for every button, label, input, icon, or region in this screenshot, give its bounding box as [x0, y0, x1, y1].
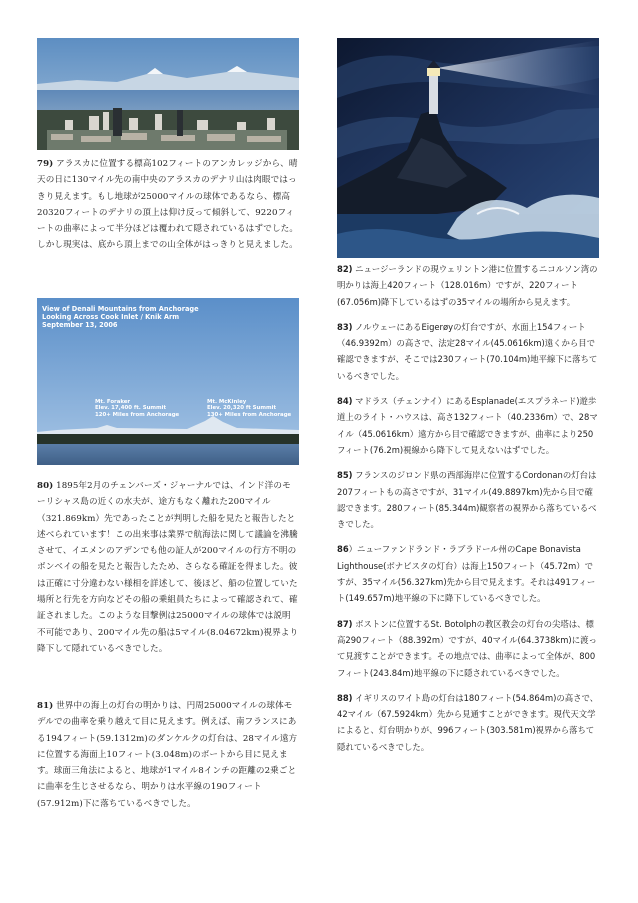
- left-column: [37, 38, 299, 809]
- paragraph-text: ）ニューファンドランド・ラブラドール州のCape Bonavista Lighthouse(ボナビスタの灯台）は海上150フィート（45.72m）ですが、35マイル(56.327km)先から目で見えます。それは491フィート(149.657m)地平線の下に降下しているべきでした。: [337, 544, 596, 604]
- paragraph-number: 79): [37, 159, 54, 169]
- paragraph-79: [37, 156, 299, 254]
- paragraph-84: [337, 393, 600, 458]
- denali-annotated-photo: [37, 298, 299, 465]
- paragraph-81: [37, 698, 299, 812]
- mckinley-label: [207, 399, 291, 418]
- anchorage-skyline-photo: [37, 38, 299, 150]
- foraker-label: [95, 399, 179, 418]
- paragraph-number: 86: [337, 544, 349, 555]
- paragraph-80: [37, 478, 299, 657]
- foraker-label-line: Mt. Foraker: [95, 399, 131, 405]
- paragraph-text: ノルウェーにあるEigerøyの灯台ですが、水面上154フィート（46.9392m）の高さで、法定28マイル(45.0616km)遠くから目で確認できますが、そこでは230フィート(70.104m)地平線下に落ちているべきでした。: [337, 321, 598, 381]
- paragraph-number: 82): [337, 264, 353, 274]
- right-text-block: [337, 261, 600, 764]
- paragraph-83: [337, 319, 600, 384]
- paragraph-text: マドラス（チェンナイ）にあるEsplanade(エスプラネード)遊歩道上のライト・ハウスは、高さ132フィート（40.2336m）で、28マイル（45.0616km）遠方から目で確認できますが、曲率により250フィート(76.2m)視線から降下して見えないはずでした。: [337, 396, 598, 455]
- paragraph-number: 87): [337, 618, 353, 629]
- denali-title-line: View of Denali Mountains from Anchorage: [42, 305, 199, 313]
- mckinley-label-line: Elev. 20,320 ft Summit: [207, 405, 277, 412]
- paragraph-87: [337, 616, 600, 681]
- paragraph-text: フランスのジロンド県の西部海岸に位置するCordonanの灯台は207フィートもの高さですが、31マイル(49.8897km)先から目で確認できます。280フィート(85.344m)観察者の視界から落ちているべきでした。: [337, 470, 597, 530]
- lighthouse-painting-image: [337, 38, 599, 258]
- mckinley-label-line: 130+ Miles from Anchorage: [207, 411, 292, 418]
- lighthouse-painting: [337, 38, 599, 258]
- paragraph-text: 世界中の海上の灯台の明かりは、円周25000マイルの球体モデルでの曲率を乗り越えて目に見えます。例えば、南フランスにある194フィート(59.1312m)のダンケルクの灯台は、28マイル遠方に位置する海面上10フィート(3.048m)のボートから目に見えます。球面三角法によると、地球が1マイル8インチの距離の2乗ごとに曲率を生じさせるなら、明かりは水平線の190フィート(57.912m)下に落ちているべきでした。: [37, 701, 298, 809]
- mckinley-label-line: Mt. McKinley: [207, 399, 247, 405]
- anchorage-skyline-image: [37, 38, 299, 150]
- paragraph-number: 81): [37, 701, 54, 711]
- paragraph-82: [337, 261, 600, 310]
- denali-title-line: Looking Across Cook Inlet / Knik Arm: [42, 313, 180, 321]
- paragraph-text: ボストンに位置するSt. Botolphの教区教会の灯台の尖塔は、標高290フィート（88.392m）ですが、40マイル(64.3738km)に渡って見渡すことができます。その地点では、曲率によって全体が、800フィート(243.84m)地平線の下に隠されているべきでした。: [337, 618, 597, 678]
- paragraph-text: 1895年2月のチェンバーズ・ジャーナルでは、インド洋のモーリシャス島の近くの水夫が、途方もなく離れた200マイル（321.869km）先であったことが判明した船を見たと報告したと述べられています！この出来事は業界で航海法に関して議論を沸騰させて、イエメンのアデンでも他の証人が200マイルの行方不明のボンベイの船を見たと報告したため、さらなる確証を得ました。彼は正確に寸分違わない様相を詳述して、後ほど、船の位置していた場所と行先を方向などその船の乗組員たちによって確認されて、確証されました。このような目撃例は25000マイルの球体では説明不可能であり、200マイル先の船は5マイル(8.04672km)視界より降下して隠れているべきでした。: [37, 481, 299, 654]
- paragraph-text: ニュージーランドの現ウェリントン港に位置するニコルソン湾の明かりは海上420フィート（128.016m）ですが、220フィート(67.056m)降下しているはずの35マイルの場所から見えます。: [337, 264, 598, 307]
- paragraph-text: アラスカに位置する標高102フィートのアンカレッジから、晴天の日に130マイル先の南中央のアラスカのデナリ山は肉眼ではっきり見えます。もし地球が25000マイルの球体であるなら、標高20320フィートのデナリの頂上は仰け反って傾斜して、9220フィートの曲率によって半分ほどは覆われて隠されているはずでした。しかし現実は、底から頂上までの山全体がはっきりと見えました。: [37, 159, 299, 251]
- paragraph-text: イギリスのワイト島の灯台は180フィート(54.864m)の高さで、42マイル（67.5924km）先から見通すことができます。現代天文学によると、灯台明かりが、996フィート(303.581m)視界から落ちて隠れているべきでした。: [337, 692, 599, 752]
- paragraph-86: [337, 541, 600, 606]
- right-column: [337, 38, 600, 752]
- paragraph-number: 88): [337, 692, 353, 703]
- paragraph-number: 85): [337, 470, 353, 481]
- paragraph-85: [337, 467, 600, 532]
- paragraph-88: [337, 690, 600, 755]
- denali-photo-title: [42, 305, 199, 329]
- denali-title-line: September 13, 2006: [42, 321, 118, 329]
- foraker-label-line: Elev. 17,400 ft. Summit: [95, 405, 167, 412]
- foraker-label-line: 120+ Miles from Anchorage: [95, 411, 180, 418]
- paragraph-number: 80): [37, 481, 54, 491]
- paragraph-number: 83): [337, 321, 353, 332]
- paragraph-number: 84): [337, 396, 353, 407]
